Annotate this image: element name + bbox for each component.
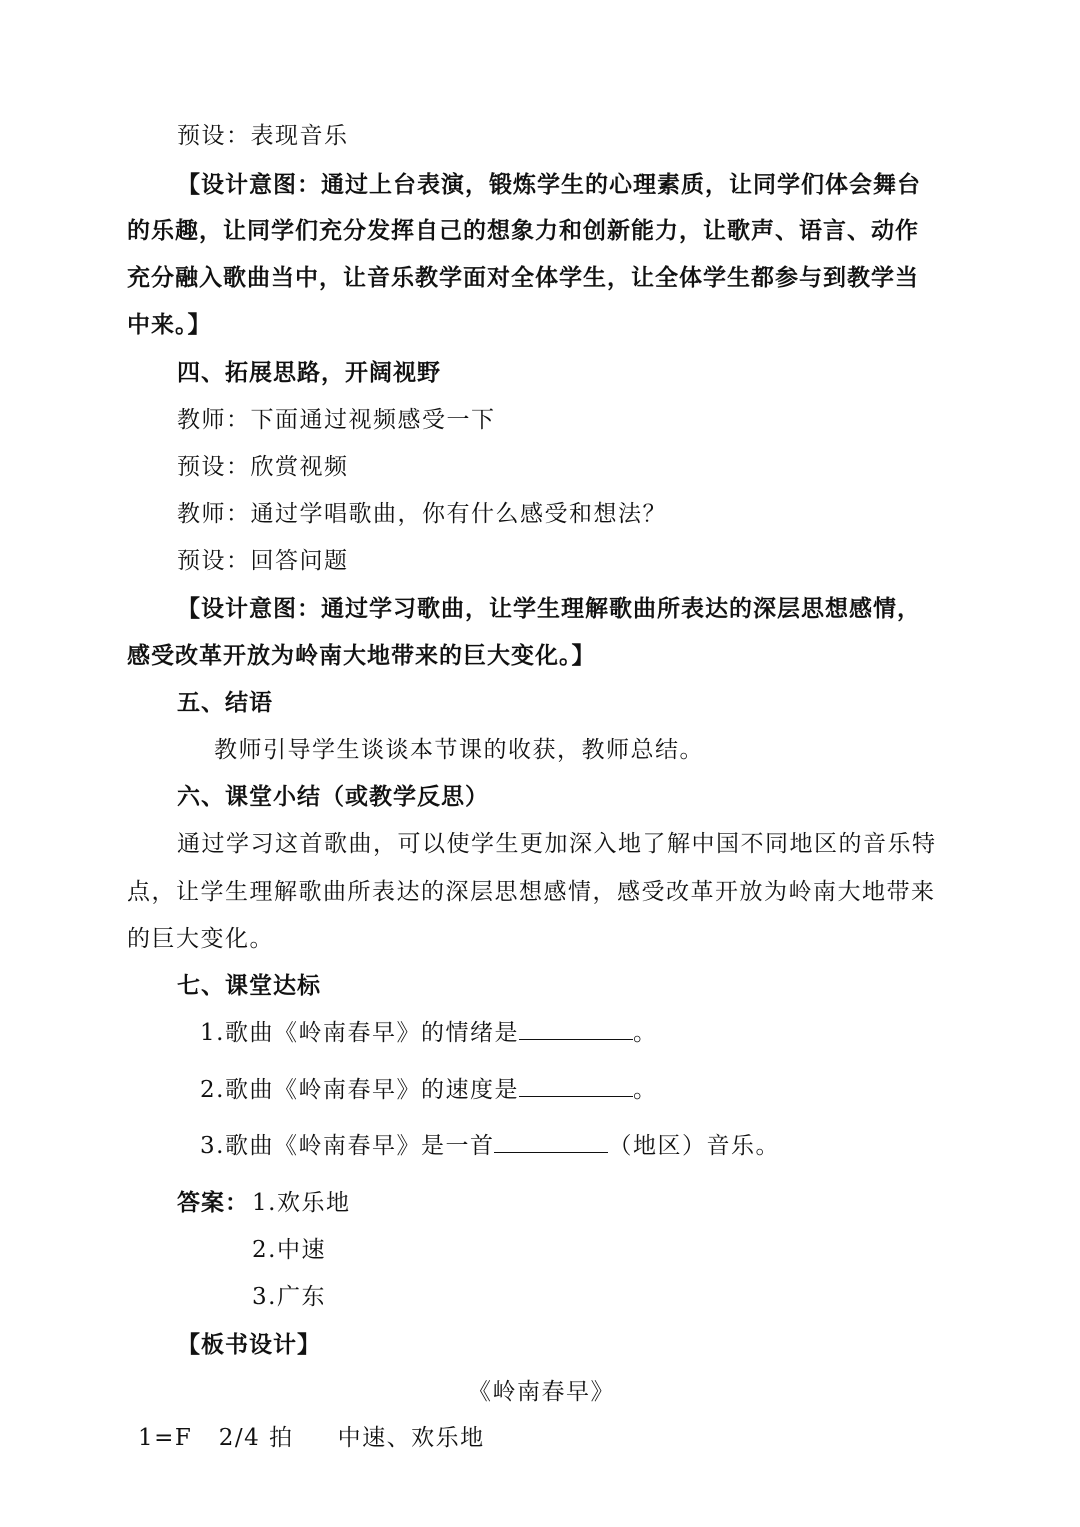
question-3-text: 3.歌曲《岭南春早》是一首 <box>200 1133 495 1159</box>
section-7-heading: 七、课堂达标 <box>177 973 321 999</box>
teacher-line-2: 教师：通过学唱歌曲，你有什么感受和想法？ <box>177 501 667 527</box>
board-info: 1=F 2/4 拍 中速、欢乐地 <box>138 1425 485 1451</box>
answers-label: 答案： <box>177 1190 249 1216</box>
question-2-end: 。 <box>632 1077 658 1103</box>
question-2-text: 2.歌曲《岭南春早》的速度是 <box>200 1077 519 1103</box>
section-4-heading: 四、拓展思路，开阔视野 <box>177 360 441 386</box>
design-intent-1-line-1: 【设计意图：通过上台表演，锻炼学生的心理素质，让同学们体会舞台 <box>177 172 921 198</box>
answer-2: 2.中速 <box>252 1237 326 1263</box>
question-1 <box>200 1014 657 1047</box>
answer-1: 1.欢乐地 <box>252 1190 351 1216</box>
summary-line-1: 通过学习这首歌曲，可以使学生更加深入地了解中国不同地区的音乐特 <box>177 831 937 857</box>
design-intent-1-line-3: 充分融入歌曲当中，让音乐教学面对全体学生，让全体学生都参与到教学当 <box>127 265 919 291</box>
answer-3: 3.广东 <box>252 1284 326 1310</box>
board-title: 《岭南春早》 <box>468 1379 615 1405</box>
question-1-end: 。 <box>632 1020 658 1046</box>
section-5-heading: 五、结语 <box>177 690 273 716</box>
question-1-text: 1.歌曲《岭南春早》的情绪是 <box>200 1020 519 1046</box>
teacher-line-1: 教师：下面通过视频感受一下 <box>177 407 496 433</box>
design-intent-2-line-2: 感受改革开放为岭南大地带来的巨大变化。】 <box>127 643 596 669</box>
preset-line-2: 预设：回答问题 <box>177 548 349 574</box>
preset-perform: 预设：表现音乐 <box>177 123 349 149</box>
design-intent-2-line-1: 【设计意图：通过学习歌曲，让学生理解歌曲所表达的深层思想感情， <box>177 596 921 622</box>
design-intent-1-line-2: 的乐趣，让同学们充分发挥自己的想象力和创新能力，让歌声、语言、动作 <box>127 218 919 244</box>
answer-blank-1[interactable] <box>519 1017 633 1040</box>
question-3-end: （地区）音乐。 <box>608 1133 780 1159</box>
answer-blank-3[interactable] <box>494 1130 608 1153</box>
summary-line-2: 点，让学生理解歌曲所表达的深层思想感情，感受改革开放为岭南大地带来 <box>127 879 936 905</box>
answer-blank-2[interactable] <box>519 1074 633 1097</box>
section-5-text: 教师引导学生谈谈本节课的收获，教师总结。 <box>214 737 704 763</box>
section-6-heading: 六、课堂小结（或教学反思） <box>177 784 489 810</box>
summary-line-3: 的巨大变化。 <box>127 926 274 952</box>
preset-line-1: 预设：欣赏视频 <box>177 454 349 480</box>
board-design-heading: 【板书设计】 <box>177 1332 321 1358</box>
question-3 <box>200 1127 780 1160</box>
design-intent-1-line-4: 中来。】 <box>127 312 212 338</box>
question-2 <box>200 1071 657 1104</box>
